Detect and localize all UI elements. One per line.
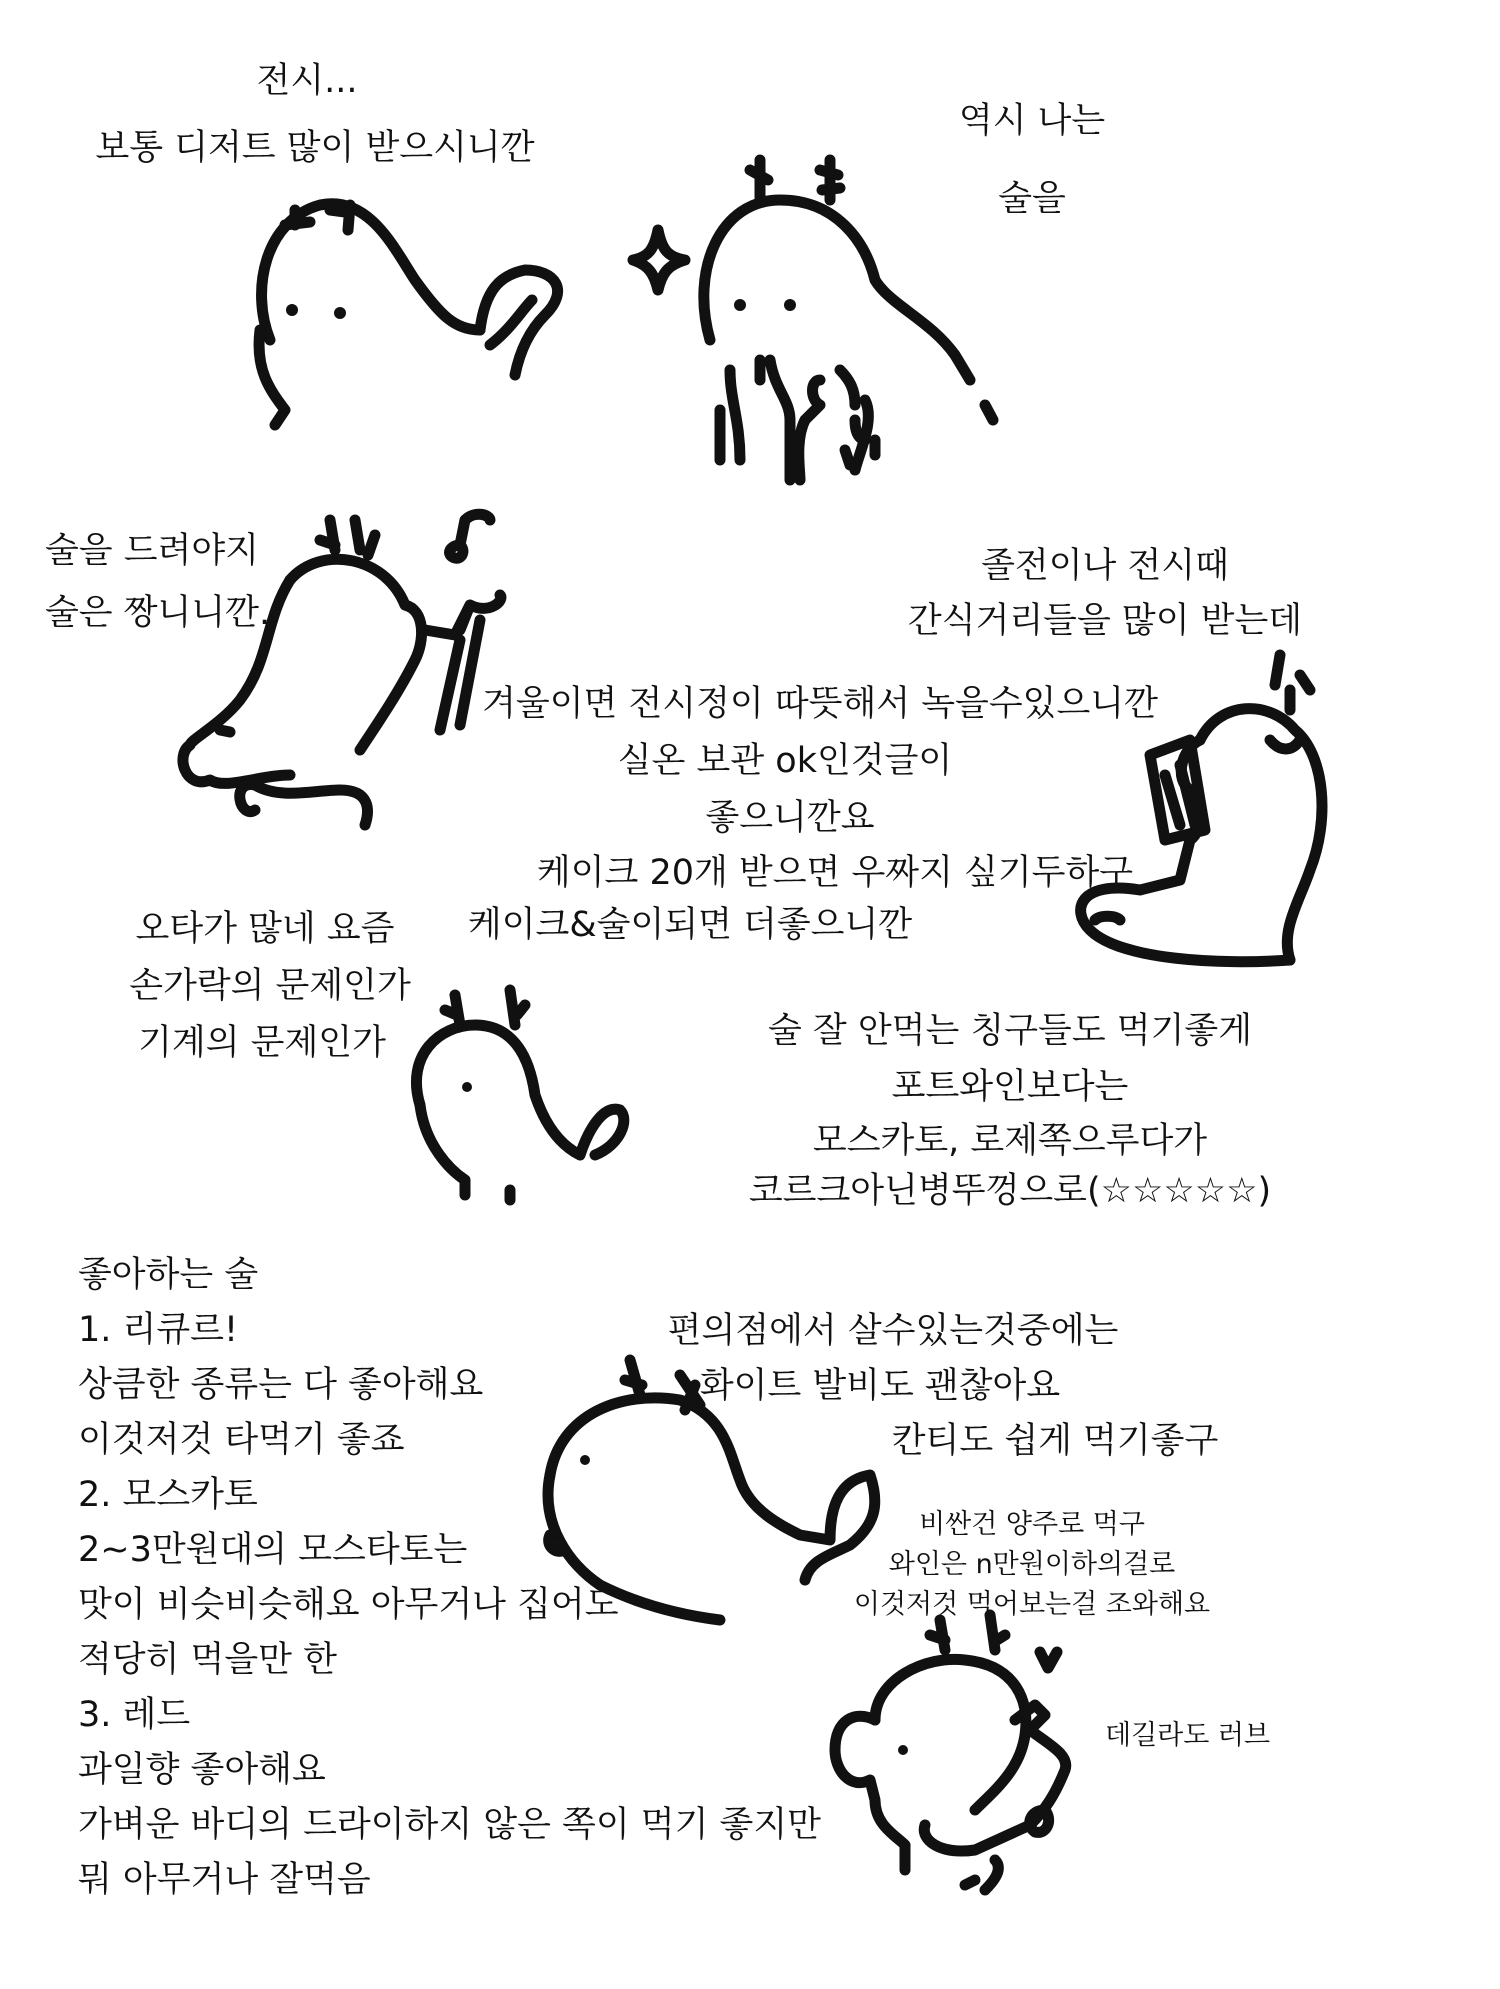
note-port-wine: 포트와인보다는 [891, 1067, 1129, 1107]
favorite-title: 좋아하는 술 [78, 1255, 259, 1295]
note-give-alcohol: 술을 드려야지 [45, 531, 259, 571]
favorite-item: 1. 리큐르! [78, 1310, 238, 1350]
favorite-item: 뭐 아무거나 잘먹음 [78, 1860, 371, 1900]
favorite-item: 3. 레드 [78, 1695, 191, 1735]
note-graduation-show: 졸전이나 전시때 [981, 546, 1229, 586]
note-cakes: 케이크 20개 받으면 우짜지 싶기두하구 [536, 853, 1134, 893]
note-white-wine: 화이트 발비도 괜찮아요 [699, 1366, 1061, 1406]
favorite-item: 과일향 좋아해요 [78, 1750, 326, 1790]
note-good: 좋으니깐요 [705, 798, 875, 838]
note-typos: 오타가 많네 요즘 [135, 909, 395, 949]
note-as-expected: 역시 나는 [958, 101, 1106, 141]
bunny-doodle-5 [395, 985, 655, 1205]
note-try-various: 이것저것 먹어보는걸 조와해요 [853, 1589, 1211, 1620]
favorite-item: 맛이 비슷비슷해요 아무거나 집어도 [78, 1585, 619, 1625]
favorite-item: 상큼한 종류는 다 좋아해요 [78, 1365, 484, 1405]
bunny-doodle-2 [680, 120, 1020, 490]
note-convenience-store: 편의점에서 살수있는것중에는 [667, 1311, 1119, 1351]
note-dessert: 보통 디저트 많이 받으시니깐 [95, 128, 535, 168]
favorite-item: 이것저것 타먹기 좋죠 [78, 1420, 405, 1460]
note-winter: 겨울이면 전시정이 따뜻해서 녹을수있으니깐 [482, 684, 1158, 724]
bunny-doodle-4 [1040, 640, 1340, 970]
note-cake-and-alcohol: 케이크&술이되면 더좋으니깐 [467, 905, 913, 945]
favorite-item: 적당히 먹을만 한 [78, 1640, 337, 1680]
favorite-item: 2. 모스카토 [78, 1475, 258, 1515]
note-finger-problem: 손가락의 문제인가 [129, 966, 411, 1006]
note-snacks: 간식거리들을 많이 받는데 [907, 601, 1303, 641]
note-wine-price: 와인은 n만원이하의걸로 [888, 1549, 1176, 1580]
note-canti: 칸티도 쉽게 먹기좋구 [891, 1421, 1219, 1461]
favorite-item: 가벼운 바디의 드라이하지 않은 쪽이 먹기 좋지만 [78, 1805, 821, 1845]
note-alcohol: 술을 [998, 179, 1066, 219]
note-moscato-rose: 모스카토, 로제쪽으루다가 [812, 1121, 1208, 1161]
bunny-doodle-7 [815, 1610, 1105, 1930]
note-bottle-cap: 코르크아닌병뚜껑으로(☆☆☆☆☆) [748, 1171, 1272, 1211]
bunny-doodle-1 [240, 180, 580, 440]
note-tequila: 데길라도 러브 [1105, 1720, 1271, 1751]
note-friends: 술 잘 안먹는 칭구들도 먹기좋게 [767, 1011, 1253, 1051]
note-expensive: 비싼건 양주로 먹구 [919, 1509, 1145, 1540]
note-room-temp: 실온 보관 ok인것글이 [617, 741, 953, 781]
note-exhibition: 전시... [256, 61, 358, 101]
favorite-item: 2~3만원대의 모스타토는 [78, 1530, 468, 1570]
note-alcohol-best: 술은 짱니니깐. [45, 593, 271, 633]
bunny-doodle-3 [170, 500, 510, 820]
note-machine-problem: 기계의 문제인가 [138, 1023, 386, 1063]
